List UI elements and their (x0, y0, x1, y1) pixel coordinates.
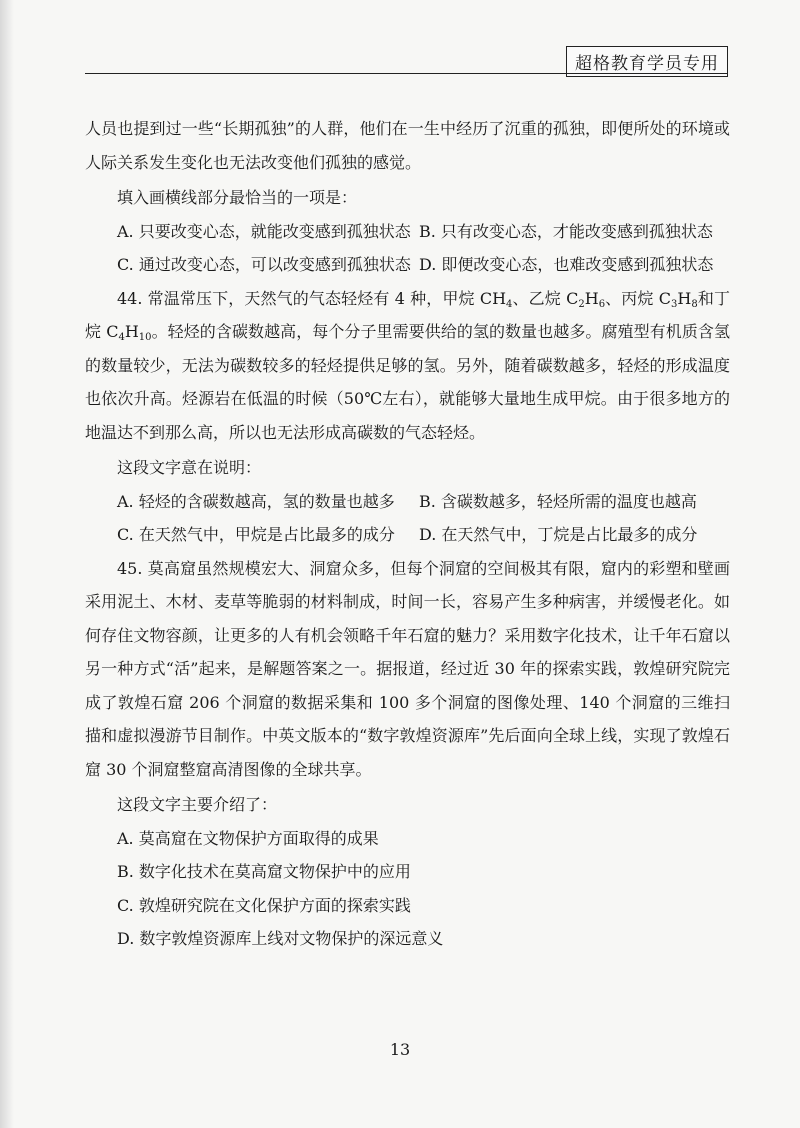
h-symbol: H (677, 288, 692, 308)
h6-subscript: 6 (598, 298, 606, 310)
q43-options-row-2 (85, 248, 730, 282)
q44-propane-label: 、丙烷 C (605, 288, 672, 308)
q45-prompt: 这段文字主要介绍了： (117, 795, 278, 814)
header-label: 超格教育学员专用 (566, 46, 728, 77)
q43-option-c: C. 通过改变心态，可以改变感到孤独状态 (117, 255, 411, 274)
page-number: 13 (389, 1040, 411, 1059)
q43-options-row-1 (85, 215, 730, 249)
h-symbol: H (124, 322, 139, 341)
q44-option-c: C. 在天然气中，甲烷是占比最多的成分 (117, 525, 395, 544)
q43-option-a: A. 只要改变心态，就能改变感到孤独状态 (117, 221, 411, 241)
page-binding-edge (0, 0, 14, 1128)
c4-subscript: 4 (118, 332, 125, 343)
ch4-subscript: 4 (506, 298, 513, 310)
q44-lead: 44. 常温常压下，天然气的气态轻烃有 4 种，甲烷 CH (117, 288, 507, 308)
h-symbol: H (584, 288, 599, 308)
q44-options-row-1 (85, 485, 730, 519)
q44-passage-body: 轻烃的含碳数越高，每个分子里需要供给的氢的数量也越多。腐殖型有机质含氢的数量较少，无法为碳数较多的轻烃提供足够的氢。另外，随着碳数越多，轻烃的形成温度也依次升高。烃源岩在低温的时候（50℃左右），就能够大量地生成甲烷。由于很多地方的地温达不到那么高，所以也无法形成高碳数的气态轻烃。 (85, 322, 730, 442)
q44-prompt: 这段文字意在说明： (117, 458, 262, 477)
c2-subscript: 2 (578, 298, 585, 310)
c3-subscript: 3 (671, 298, 678, 310)
q44-options-row-2 (85, 518, 730, 552)
q44-option-b: B. 含碳数越多，轻烃所需的温度也越高 (419, 491, 697, 511)
q45-passage: 45. 莫高窟虽然规模宏大、洞窟众多，但每个洞窟的空间极其有限，窟内的彩塑和壁画采用泥土、木材、麦草等脆弱的材料制成，时间一长，容易产生多种病害，并缓慢老化。如何存住文物容颜，让更多的人有机会领略千年石窟的魅力？采用数字化技术，让千年石窟以另一种方式“活”起来，是解题答案之一。据报道，经过近 30 年的探索实践，敦煌研究院完成了敦煌石窟 206 个洞窟的数据采集和 100 多个洞窟的图像处理、140 个洞窟的三维扫描和虚拟漫游节目制作。中英文版本的“数字敦煌资源库”先后面向全球上线，实现了敦煌石窟 30 个洞窟整窟高清图像的全球共享。 (85, 558, 730, 779)
q44-option-d: D. 在天然气中，丁烷是占比最多的成分 (419, 525, 698, 544)
q44-butane-label: 和丁烷 C (85, 288, 730, 341)
q43-option-d: D. 即便改变心态，也难改变感到孤独状态 (419, 255, 714, 274)
h8-subscript: 8 (691, 298, 698, 310)
q43-option-b: B. 只有改变心态，才能改变感到孤独状态 (419, 221, 713, 241)
document-body (85, 112, 730, 956)
q45-option-d: D. 数字敦煌资源库上线对文物保护的深远意义 (117, 929, 444, 948)
q44-ethane-label: 、乙烷 C (512, 288, 579, 308)
q44-option-a: A. 轻烃的含碳数越高，氢的数量也越多 (117, 491, 395, 511)
h10-subscript: 10 (138, 332, 152, 343)
q45-option-b: B. 数字化技术在莫高窟文物保护中的应用 (117, 862, 411, 881)
q43-passage-continuation: 人员也提到过一些“长期孤独”的人群，他们在一生中经历了沉重的孤独，即便所处的环境或人际关系发生变化也无法改变他们孤独的感觉。 (85, 119, 730, 172)
q45-option-c: C. 敦煌研究院在文化保护方面的探索实践 (117, 895, 411, 915)
q45-option-a: A. 莫高窟在文物保护方面取得的成果 (117, 828, 379, 848)
header-rule (85, 73, 728, 74)
q44-period: 。 (151, 322, 168, 341)
q44-passage (85, 282, 730, 450)
q43-prompt: 填入画横线部分最恰当的一项是： (117, 188, 358, 207)
